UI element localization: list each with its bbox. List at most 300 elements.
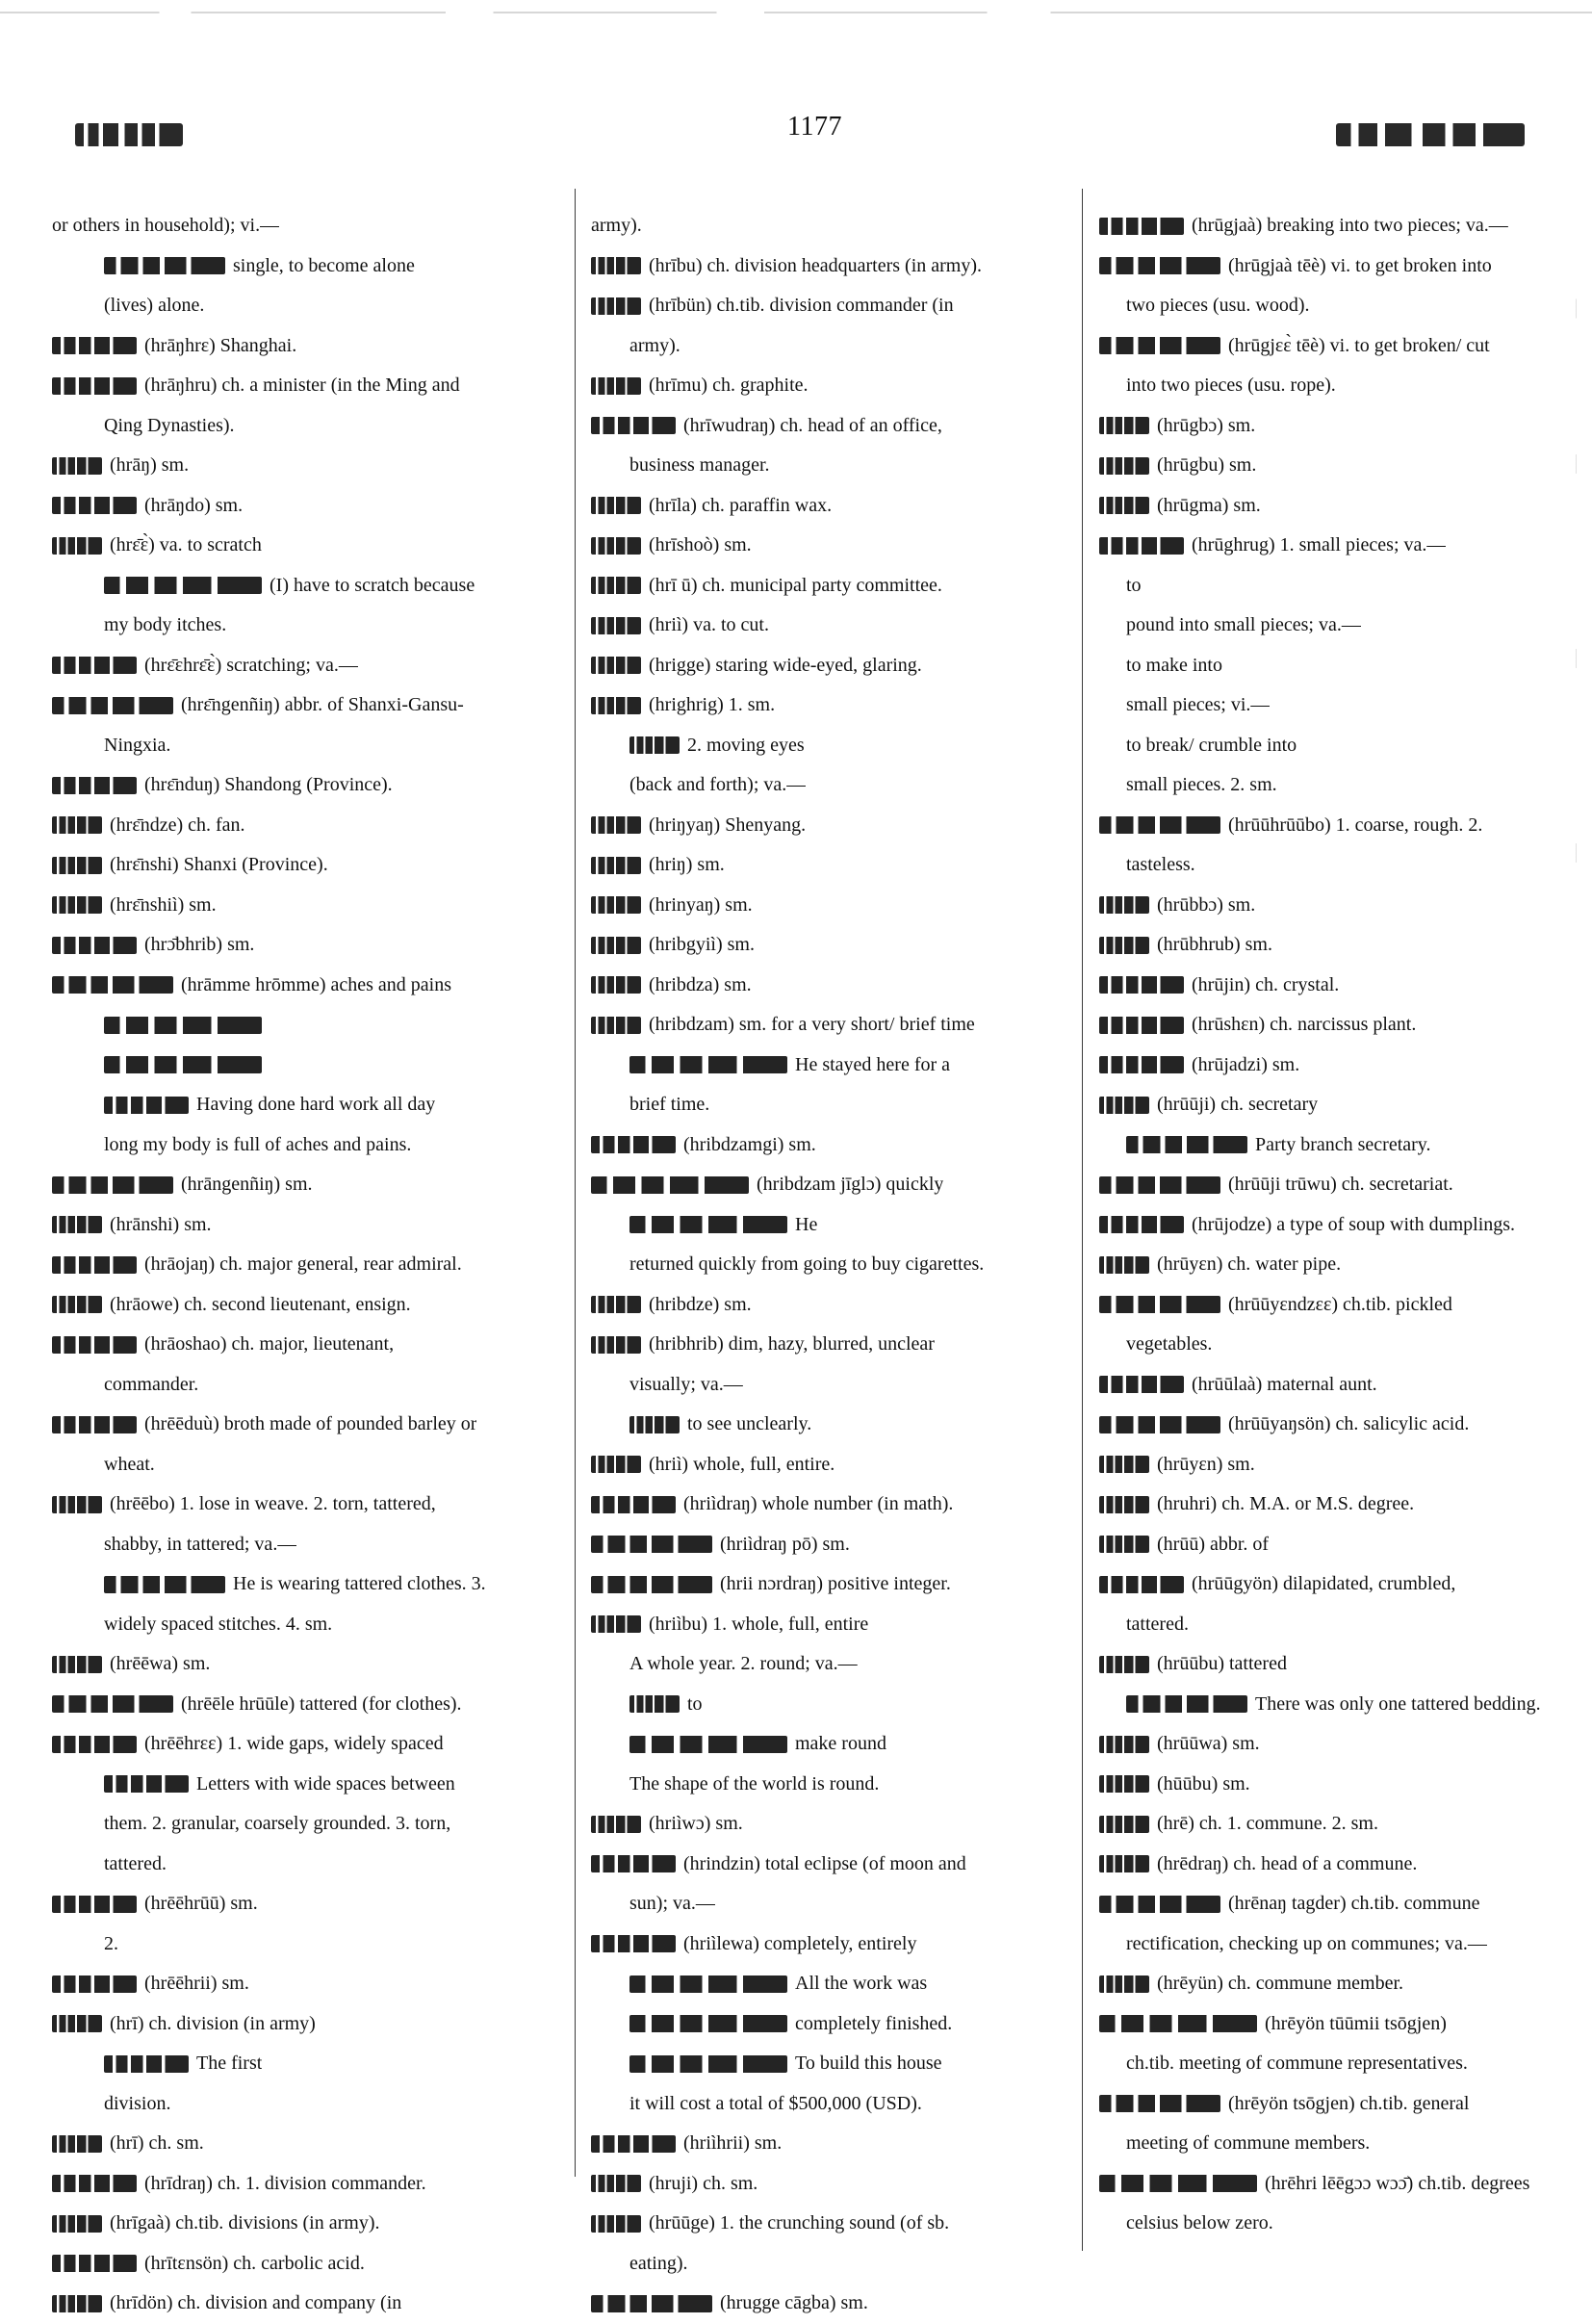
entry-line (1099, 1445, 1550, 1485)
tibetan-headword (1099, 816, 1220, 834)
tibetan-headword (591, 497, 641, 514)
entry-text: (hriìhrii) sm. (683, 2132, 783, 2154)
entry-line (591, 366, 1059, 406)
entry-text: or others in household); vi.— (52, 215, 280, 236)
entry-text: visually; va.— (629, 1373, 743, 1395)
tibetan-headword (1099, 1216, 1184, 1233)
entry-text: (hruji) ch. sm. (649, 2172, 758, 2194)
tibetan-headword (591, 1536, 712, 1553)
dictionary-entry (52, 925, 549, 966)
dictionary-entry (52, 765, 549, 806)
entry-text: (hrūūyɛndzɛɛ) ch.tib. pickled (1228, 1293, 1452, 1315)
dictionary-entry (52, 326, 549, 367)
dictionary-entry (591, 566, 1059, 607)
dictionary-entry (1099, 1005, 1550, 1046)
entry-text: brief time. (629, 1094, 710, 1115)
entry-text: (hrī) ch. sm. (110, 2132, 204, 2154)
entry-line (1099, 246, 1550, 287)
left-header-tibetan-text (75, 123, 183, 146)
entry-text: (hriìdraŋ pō) sm. (720, 1533, 850, 1555)
entry-text: business manager. (629, 454, 770, 476)
entry-line (591, 845, 1059, 886)
entry-text: Letters with wide spaces between (196, 1772, 455, 1795)
entry-line (1099, 1125, 1550, 1166)
entry-text: (hrɛ̄nduŋ) Shandong (Province). (144, 774, 393, 795)
entry-line (591, 1365, 1059, 1406)
entry-text: (hrūgbɔ) sm. (1157, 414, 1256, 436)
tibetan-headword (104, 1017, 262, 1034)
tibetan-headword (1099, 1775, 1149, 1793)
tibetan-headword (104, 1576, 225, 1593)
entry-line (591, 886, 1059, 926)
entry-text: (hrūūhrūūbo) 1. coarse, rough. 2. (1228, 813, 1483, 836)
entry-line (591, 966, 1059, 1006)
entry-line (52, 925, 549, 966)
entry-text: (hrāojaŋ) ch. major general, rear admiral. (144, 1253, 462, 1275)
entry-text: to break/ crumble into (1126, 734, 1297, 756)
entry-text: Ningxia. (104, 734, 171, 756)
tibetan-headword (52, 2255, 137, 2272)
entry-line (52, 1605, 549, 1645)
entry-text: rectification, checking up on communes; va.— (1126, 1932, 1487, 1954)
tibetan-headword (1099, 937, 1149, 954)
entry-line (591, 606, 1059, 646)
entry-text: The shape of the world is round. (629, 1772, 880, 1795)
entry-text: (hrūbhrub) sm. (1157, 934, 1272, 955)
entry-line (52, 206, 549, 246)
dictionary-entry (591, 606, 1059, 646)
entry-text: (hrūgjɛɛ̀ tēè) vi. to get broken/ cut (1228, 334, 1490, 356)
tibetan-headword (52, 1896, 137, 1913)
entry-line (52, 765, 549, 806)
entry-line (1099, 486, 1550, 527)
entry-line (591, 2244, 1059, 2285)
entry-line (591, 1165, 1059, 1205)
tibetan-headword (1099, 1296, 1220, 1313)
dictionary-entry (1099, 2164, 1550, 2244)
entry-line (52, 2284, 549, 2324)
tibetan-headword (52, 857, 102, 874)
dictionary-entry (591, 925, 1059, 966)
entry-text: meeting of commune members. (1126, 2132, 1371, 2154)
tibetan-headword (52, 457, 102, 475)
tibetan-headword (591, 697, 641, 714)
entry-line (1099, 1845, 1550, 1885)
entry-text: (hriìlewa) completely, entirely (683, 1932, 917, 1954)
entry-text: (hrinyaŋ) sm. (649, 893, 753, 916)
entry-text: (hriìbu) 1. whole, full, entire (649, 1613, 869, 1635)
entry-line (52, 566, 549, 607)
entry-line (591, 1285, 1059, 1326)
entry-line (52, 726, 549, 766)
entry-line (591, 1245, 1059, 1285)
entry-line (1099, 845, 1550, 886)
entry-text: He is wearing tattered clothes. 3. (233, 1573, 486, 1594)
tibetan-headword (52, 537, 102, 555)
dictionary-entry (591, 1165, 1059, 1285)
entry-text: (hrāŋhru) ch. a minister (in the Ming and (144, 374, 460, 396)
entry-line (52, 1285, 549, 1326)
entry-text: (hrēēle hrūūle) tattered (for clothes). (181, 1692, 462, 1715)
entry-line (1099, 646, 1550, 686)
entry-line (591, 2084, 1059, 2125)
entry-text: (hrēēbo) 1. lose in weave. 2. torn, tattered, (110, 1493, 436, 1514)
tibetan-headword (52, 1736, 137, 1753)
entry-line (1099, 326, 1550, 367)
entry-text: He stayed here for a (795, 1053, 951, 1075)
entry-line (591, 1765, 1059, 1805)
dictionary-entry (1099, 1445, 1550, 1485)
entry-line (591, 646, 1059, 686)
entry-line (1099, 2124, 1550, 2164)
entry-text: (hrāowe) ch. second lieutenant, ensign. (110, 1293, 411, 1315)
entry-text: (hrēēhrii) sm. (144, 1973, 249, 1994)
entry-line (52, 2004, 549, 2045)
entry-line (591, 326, 1059, 367)
dictionary-entry (591, 1924, 1059, 2125)
entry-text: (hrūjadzi) sm. (1192, 1053, 1300, 1075)
entry-line (52, 2204, 549, 2244)
entry-line (52, 2124, 549, 2164)
dictionary-entry (1099, 1884, 1550, 1964)
dictionary-entry (52, 2204, 549, 2244)
scan-edge-noise (1576, 260, 1577, 2205)
dictionary-entry (591, 486, 1059, 527)
entry-line (591, 286, 1059, 326)
tibetan-headword (52, 1975, 137, 1993)
tibetan-headword (591, 377, 641, 395)
dictionary-entry (591, 1445, 1059, 1485)
entry-text: (hrūūji) ch. secretary (1157, 1094, 1319, 1115)
scan-top-line (0, 12, 1592, 13)
dictionary-entry (1099, 1085, 1550, 1165)
dictionary-entry (591, 886, 1059, 926)
dictionary-entry (1099, 1405, 1550, 1445)
right-header-tibetan (1336, 123, 1525, 146)
dictionary-entry (1099, 446, 1550, 486)
entry-line (591, 1644, 1059, 1685)
dictionary-entry (52, 2284, 549, 2324)
dictionary-entry (1099, 1165, 1550, 1205)
tibetan-headword (104, 257, 225, 274)
tibetan-headword (1099, 1456, 1149, 1473)
entry-line (1099, 1964, 1550, 2004)
tibetan-headword (104, 1056, 262, 1073)
tibetan-headword (1099, 1576, 1184, 1593)
entry-text: 2. moving eyes (687, 734, 805, 756)
tibetan-headword (52, 1416, 137, 1433)
entry-line (1099, 1046, 1550, 1086)
entry-line (1099, 2204, 1550, 2244)
entry-line (1099, 1644, 1550, 1685)
entry-line (591, 1005, 1059, 1046)
tibetan-headword (591, 1456, 641, 1473)
entry-line (591, 1884, 1059, 1924)
tibetan-headword (591, 1296, 641, 1313)
entry-text: (hrēyün) ch. commune member. (1157, 1973, 1404, 1994)
entry-text: small pieces. 2. sm. (1126, 774, 1277, 795)
tibetan-headword (1099, 1896, 1220, 1913)
entry-text: (hrēēduù) broth made of pounded barley or (144, 1413, 477, 1434)
entry-line (591, 526, 1059, 566)
entry-line (52, 806, 549, 846)
tibetan-headword (629, 2055, 787, 2073)
tibetan-headword (591, 896, 641, 914)
entry-text: single, to become alone (233, 254, 415, 276)
entry-line (1099, 566, 1550, 607)
dictionary-entry (591, 1485, 1059, 1525)
entry-text: army). (629, 334, 680, 356)
dictionary-entry (1099, 1724, 1550, 1765)
entry-line (52, 1485, 549, 1525)
dictionary-entry (52, 806, 549, 846)
entry-text: (hribdze) sm. (649, 1293, 752, 1315)
tibetan-headword (1099, 457, 1149, 475)
entry-text: (hriìwɔ) sm. (649, 1813, 743, 1834)
entry-line (52, 1644, 549, 1685)
dictionary-entry (1099, 1285, 1550, 1365)
entry-text: division. (104, 2092, 171, 2114)
dictionary-entry (52, 366, 549, 446)
tibetan-headword (1099, 1017, 1184, 1034)
entry-text: (hriŋyaŋ) Shenyang. (649, 813, 807, 836)
entry-text: (hrāŋdo) sm. (144, 494, 244, 516)
entry-line (591, 806, 1059, 846)
entry-text: sun); va.— (629, 1893, 715, 1914)
tibetan-headword (1099, 1056, 1184, 1073)
left-header-tibetan (75, 123, 183, 146)
entry-text: (hrēēhrɛɛ) 1. wide gaps, widely spaced (144, 1733, 444, 1754)
entry-line (52, 1365, 549, 1406)
entry-line (1099, 726, 1550, 766)
tibetan-headword (1099, 1816, 1149, 1833)
entry-line (52, 1564, 549, 1605)
dictionary-entry (591, 1525, 1059, 1565)
entry-text: (hrāoshao) ch. major, lieutenant, (144, 1333, 395, 1355)
dictionary-entry (1099, 246, 1550, 326)
dictionary-entry (1099, 406, 1550, 447)
dictionary-entry (52, 1685, 549, 1725)
dictionary-entry (1099, 206, 1550, 246)
dictionary-entry (591, 685, 1059, 806)
entry-line (52, 1245, 549, 1285)
entry-text: (hrīgaà) ch.tib. divisions (in army). (110, 2212, 380, 2234)
entry-text: (hrighrig) 1. sm. (649, 694, 776, 715)
entry-line (52, 1765, 549, 1805)
entry-line (1099, 966, 1550, 1006)
tibetan-headword (629, 1216, 787, 1233)
entry-text: There was only one tattered bedding. (1255, 1692, 1541, 1715)
dictionary-entry (591, 526, 1059, 566)
dictionary-entry (591, 1285, 1059, 1326)
dictionary-entry (52, 2004, 549, 2125)
entry-line (1099, 1924, 1550, 1965)
entry-line (52, 1125, 549, 1166)
entry-line (591, 2204, 1059, 2244)
entry-line (1099, 1365, 1550, 1406)
tibetan-headword (1099, 218, 1184, 235)
entry-line (52, 606, 549, 646)
dictionary-entry (52, 2124, 549, 2164)
dictionary-entry (1099, 1804, 1550, 1845)
entry-text: long my body is full of aches and pains. (104, 1133, 412, 1155)
dictionary-entry (52, 526, 549, 646)
dictionary-entry (52, 886, 549, 926)
entry-line (591, 1046, 1059, 1086)
dictionary-entry (591, 646, 1059, 686)
entry-line (591, 1405, 1059, 1445)
tibetan-headword (52, 377, 137, 395)
entry-text: (lives) alone. (104, 295, 205, 316)
dictionary-entry (52, 2244, 549, 2285)
entry-text: (hruhri) ch. M.A. or M.S. degree. (1157, 1493, 1415, 1514)
tibetan-headword (52, 2135, 102, 2153)
entry-line (1099, 1804, 1550, 1845)
entry-text: (hūūbu) sm. (1157, 1772, 1250, 1795)
entry-line (52, 2084, 549, 2125)
dictionary-entry (591, 286, 1059, 366)
tibetan-headword (52, 1496, 102, 1513)
dictionary-entry (591, 1125, 1059, 1166)
tibetan-headword (1099, 1256, 1149, 1274)
entry-line (591, 2044, 1059, 2084)
entry-text: celsius below zero. (1126, 2212, 1273, 2234)
dictionary-entry (52, 646, 549, 686)
entry-text: tattered. (1126, 1613, 1189, 1635)
tibetan-headword (52, 697, 173, 714)
entry-line (591, 1205, 1059, 1246)
tibetan-headword (591, 2295, 712, 2312)
dictionary-entry (1099, 1485, 1550, 1525)
entry-text: (hrēnaŋ tagder) ch.tib. commune (1228, 1893, 1480, 1914)
tibetan-headword (591, 297, 641, 315)
dictionary-entry (52, 1325, 549, 1405)
entry-line (1099, 206, 1550, 246)
entry-text: A whole year. 2. round; va.— (629, 1653, 858, 1674)
entry-text: The first (196, 2053, 263, 2074)
entry-text: (hribgyiì) sm. (649, 934, 755, 955)
entry-text: (hrāngenñiŋ) sm. (181, 1174, 313, 1195)
entry-line (52, 1085, 549, 1125)
entry-line (52, 406, 549, 447)
entry-line (52, 366, 549, 406)
entry-text: (hrūgjaà) breaking into two pieces; va.— (1192, 215, 1508, 236)
dictionary-entry (52, 2164, 549, 2205)
entry-text: He (795, 1213, 818, 1235)
dictionary-entry (1099, 1046, 1550, 1086)
tibetan-headword (591, 1176, 749, 1194)
tibetan-headword (1099, 337, 1220, 354)
entry-text: (hrɛ̄ɛ̀) va. to scratch (110, 534, 262, 555)
entry-line (1099, 1205, 1550, 1246)
entry-text: wheat. (104, 1453, 155, 1475)
tibetan-headword (1099, 1536, 1149, 1553)
tibetan-headword (591, 617, 641, 634)
entry-line (1099, 1605, 1550, 1645)
tibetan-headword (52, 2175, 137, 2192)
dictionary-entry (591, 845, 1059, 886)
dictionary-entry (52, 206, 549, 326)
entry-line (1099, 1245, 1550, 1285)
dictionary-entry (52, 1884, 549, 1964)
entry-line (591, 925, 1059, 966)
dictionary-entry (591, 806, 1059, 846)
entry-text: tattered. (104, 1852, 167, 1874)
column-divider-left (575, 189, 576, 2177)
entry-line (591, 1485, 1059, 1525)
entry-text: vegetables. (1126, 1333, 1213, 1355)
tibetan-headword (104, 2055, 189, 2073)
tibetan-headword (52, 337, 137, 354)
entry-text: to (687, 1692, 703, 1715)
tibetan-headword (1099, 417, 1149, 434)
entry-text: (hrūūji trūwu) ch. secretariat. (1228, 1174, 1453, 1195)
entry-text: (back and forth); va.— (629, 774, 807, 795)
entry-line (591, 1924, 1059, 1965)
entry-text: (hrūūyaŋsön) ch. salicylic acid. (1228, 1413, 1470, 1434)
right-header-tibetan-text (1336, 123, 1525, 146)
entry-text: (hrɛ̄nshi) Shanxi (Province). (110, 854, 328, 875)
entry-text: (hrūūwa) sm. (1157, 1733, 1260, 1754)
dictionary-entry (591, 1605, 1059, 1805)
dictionary-entry (591, 2124, 1059, 2164)
tibetan-headword (52, 1176, 173, 1194)
tibetan-headword (1099, 497, 1149, 514)
tibetan-headword (1099, 2095, 1220, 2112)
entry-text: (hrītɛnsön) ch. carbolic acid. (144, 2252, 365, 2274)
entry-line (591, 486, 1059, 527)
tibetan-headword (1099, 1855, 1149, 1872)
dictionary-entry (52, 845, 549, 886)
entry-text: make round (795, 1733, 886, 1754)
entry-text: (hriì) whole, full, entire. (649, 1453, 835, 1475)
tibetan-headword (1099, 1496, 1149, 1513)
tibetan-headword (52, 816, 102, 834)
dictionary-entry (591, 2284, 1059, 2324)
entry-text: (hrugge cāgba) sm. (720, 2292, 868, 2313)
dictionary-column-2 (591, 206, 1059, 2324)
entry-line (1099, 1405, 1550, 1445)
entry-line (1099, 606, 1550, 646)
entry-text: (hrūgjaà tēè) vi. to get broken into (1228, 254, 1492, 276)
tibetan-headword (591, 2135, 676, 2153)
tibetan-headword (52, 777, 137, 794)
tibetan-headword (591, 1615, 641, 1633)
entry-line (52, 2244, 549, 2285)
entry-line (52, 1405, 549, 1445)
entry-line (591, 1125, 1059, 1166)
entry-text: (hrūyɛn) ch. water pipe. (1157, 1253, 1342, 1275)
entry-line (1099, 2164, 1550, 2205)
entry-line (52, 1205, 549, 1246)
entry-text: two pieces (usu. wood). (1126, 295, 1310, 316)
column-divider-right (1082, 189, 1083, 2251)
entry-text: (hrību) ch. division headquarters (in army). (649, 254, 983, 276)
entry-text: army). (591, 215, 642, 236)
entry-line (591, 2164, 1059, 2205)
dictionary-entry (1099, 1365, 1550, 1406)
entry-line (1099, 446, 1550, 486)
dictionary-entry (52, 685, 549, 765)
entry-line (591, 2124, 1059, 2164)
entry-text: (hrāmme hrōmme) aches and pains (181, 973, 452, 995)
tibetan-headword (591, 1935, 676, 1952)
dictionary-entry (591, 1564, 1059, 1605)
entry-text: (hrūgma) sm. (1157, 494, 1261, 516)
entry-line (1099, 1765, 1550, 1805)
tibetan-headword (52, 2295, 102, 2312)
entry-line (591, 1724, 1059, 1765)
